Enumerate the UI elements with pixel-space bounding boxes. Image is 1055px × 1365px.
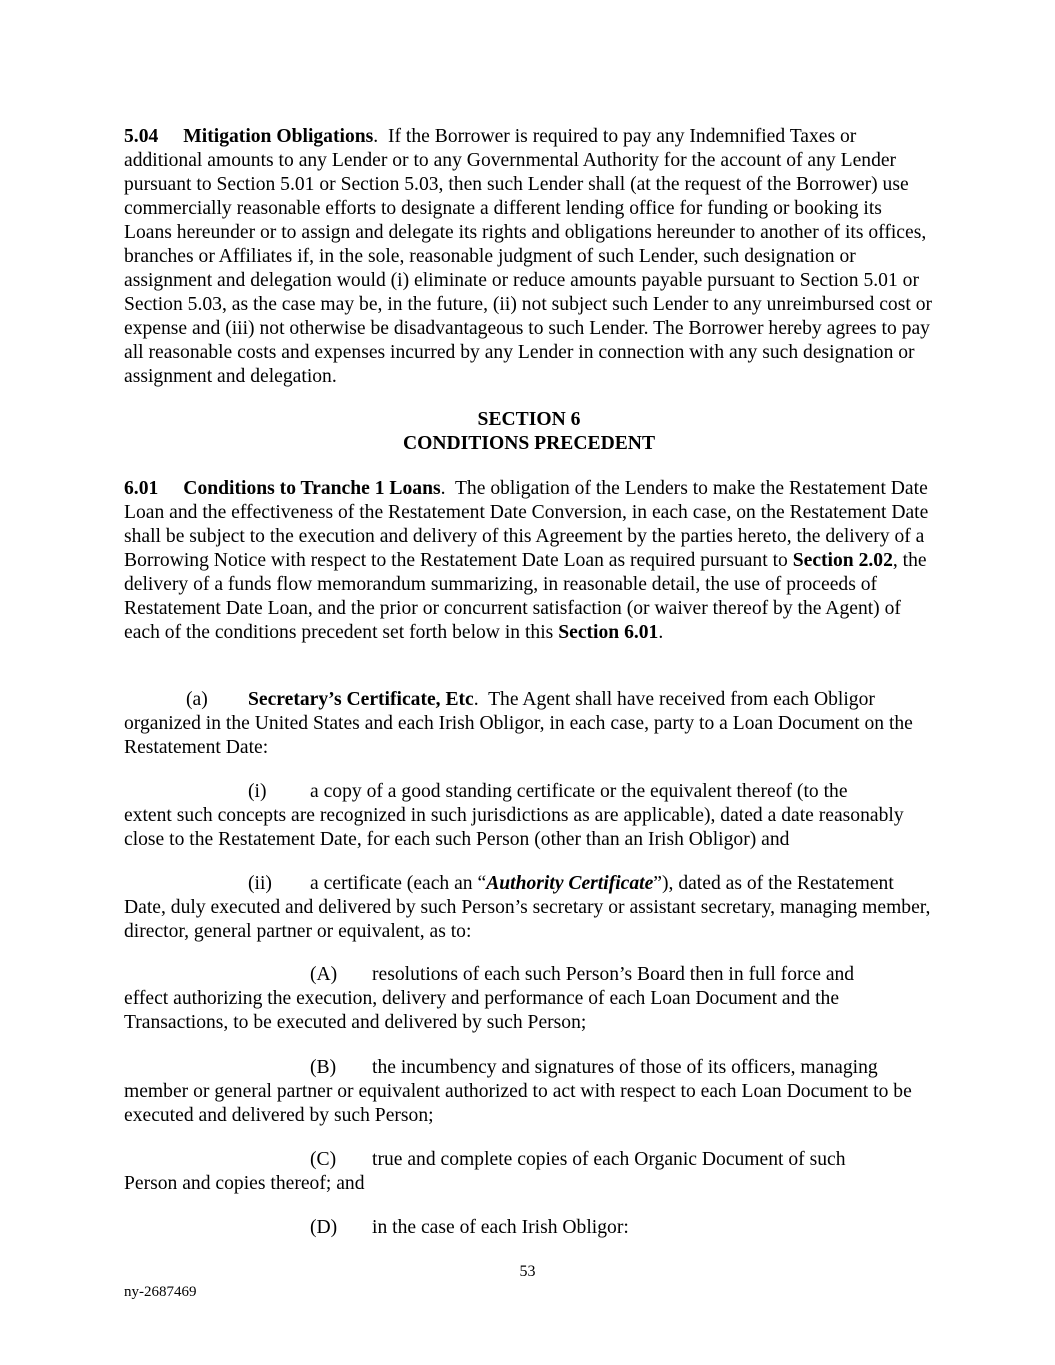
section-6-subtitle: CONDITIONS PRECEDENT	[402, 433, 656, 454]
section-body-cont: , the delivery of a funds flow memorandum summarizing, in reasonable detail, the use of proceeds of Restatement Date Loan, and the prior or concurrent satisfaction (or waiver thereof by the Agent) of each of the conditions precedent set forth below in this	[124, 550, 927, 643]
item-body: The Agent shall have received from each Obligor organized in the United States and each Irish Obligor, in each case, party to a Loan Document on the Restatement Date:	[124, 689, 913, 758]
item-A-paragraph	[124, 963, 934, 1035]
item-first-line: true and complete copies of each Organic Document of such	[372, 1149, 846, 1170]
section-body: If the Borrower is required to pay any Indemnified Taxes or additional amounts to any Lender or to any Governmental Authority for the account of any Lender pursuant to Section 5.01 or Section 5.03, then such Lender shall (at the request of the Borrower) use commercially reasonable efforts to designate a different lending office for funding or booking its Loans hereunder or to assign and delegate its rights and obligations hereunder to another of its offices, branches or Affiliates if, in the sole, reasonable judgment of such Lender, such designation or assignment and delegation would (i) eliminate or reduce amounts payable pursuant to Section 5.01 or Section 5.03, as the case may be, in the future, (ii) not subject such Lender to any unreimbursed cost or expense and (iii) not otherwise be disadvantageous to such Lender. The Borrower hereby agrees to pay all reasonable costs and expenses incurred by any Lender in connection with any such designation or assignment and delegation.	[124, 126, 933, 387]
item-first-line: a copy of a good standing certificate or the equivalent thereof (to the	[310, 781, 848, 802]
item-D-paragraph	[124, 1216, 934, 1240]
item-heading: Secretary’s Certificate, Etc	[248, 689, 474, 710]
section-5-04-paragraph: 5.04 Mitigation Obligations. If the Borrower is required to pay any Indemnified Taxes or additional amounts to any Lender or to any Governmental Authority for the account of any Lender pursuant to Section 5.01 or Section 5.03, then such Lender shall (at the request of the Borrower) use commercially reasonable efforts to designate a different lending office for funding or booking its Loans hereunder or to assign and delegate its rights and obligations hereunder to another of its offices, branches or Affiliates if, in the sole, reasonable judgment of such Lender, such designation or assignment and delegation would (i) eliminate or reduce amounts payable pursuant to Section 5.01 or Section 5.03, as the case may be, in the future, (ii) not subject such Lender to any unreimbursed cost or expense and (iii) not otherwise be disadvantageous to such Lender. The Borrower hereby agrees to pay all reasonable costs and expenses incurred by any Lender in connection with any such designation or assignment and delegation.	[124, 126, 933, 387]
item-text: a certificate (each an “	[310, 873, 487, 894]
item-label: (B)	[310, 1057, 337, 1078]
item-first-line: resolutions of each such Person’s Board then in full force and	[372, 964, 855, 985]
item-body: effect authorizing the execution, delivery and performance of each Loan Document and the Transactions, to be executed and delivered by such Person;	[124, 988, 840, 1033]
item-i-paragraph	[124, 780, 934, 852]
document-id: ny-2687469	[124, 1284, 197, 1300]
section-heading: Conditions to Tranche 1 Loans	[183, 478, 441, 499]
item-body: Date, duly executed and delivered by such Person’s secretary or assistant secretary, managing member, director, general partner or equivalent, as to:	[124, 897, 931, 942]
item-label: (C)	[310, 1149, 337, 1170]
section-body: The obligation of the Lenders to make the Restatement Date Loan and the effectiveness of the Restatement Date Conversion, in each case, on the Restatement Date shall be subject to the execution and delivery of this Agreement by the parties hereto, the delivery of a Borrowing Notice with respect to the Restatement Date Loan as required pursuant to	[124, 478, 929, 571]
item-first-line: in the case of each Irish Obligor:	[372, 1217, 629, 1238]
section-heading: Mitigation Obligations	[183, 126, 374, 147]
item-label: (D)	[310, 1217, 338, 1238]
defined-term: Authority Certificate	[486, 873, 654, 894]
period: .	[658, 622, 664, 643]
item-label: (a)	[186, 689, 208, 710]
item-ii-paragraph	[124, 872, 934, 944]
item-label: (ii)	[248, 873, 272, 894]
item-body: Person and copies thereof; and	[124, 1173, 365, 1194]
section-reference: Section 2.02	[792, 550, 893, 571]
page-number: 53	[519, 1263, 536, 1280]
item-label: (i)	[248, 781, 267, 802]
item-label: (A)	[310, 964, 338, 985]
item-body: extent such concepts are recognized in such jurisdictions as are applicable), dated a date reasonably close to the Restatement Date, for each such Person (other than an Irish Obligor) and	[124, 805, 904, 850]
item-B-paragraph	[124, 1056, 934, 1128]
item-a-paragraph: (a) Secretary’s Certificate, Etc. The Agent shall have received from each Obligor organized in the United States and each Irish Obligor, in each case, party to a Loan Document on the Restatement Date:	[124, 689, 913, 758]
item-first-line: the incumbency and signatures of those of its officers, managing	[372, 1057, 878, 1078]
item-body: member or general partner or equivalent authorized to act with respect to each Loan Document to be executed and delivered by such Person;	[124, 1081, 912, 1126]
item-C-paragraph	[124, 1148, 934, 1196]
section-6-title: SECTION 6	[477, 409, 581, 430]
section-number: 6.01	[124, 478, 159, 499]
section-6-01-paragraph: 6.01 Conditions to Tranche 1 Loans. The obligation of the Lenders to make the Restatement Date Loan and the effectiveness of the Restatement Date Conversion, in each case, on the Restatement Date shall be subject to the execution and delivery of this Agreement by the parties hereto, the delivery of a Borrowing Notice with respect to the Restatement Date Loan as required pursuant to Section 2.02, the delivery of a funds flow memorandum summarizing, in reasonable detail, the use of proceeds of Restatement Date Loan, and the prior or concurrent satisfaction (or waiver thereof by the Agent) of each of the conditions precedent set forth below in this Section 6.01.	[124, 478, 929, 643]
section-reference: Section 6.01	[558, 622, 659, 643]
item-text: ”), dated as of the Restatement	[653, 873, 894, 894]
section-number: 5.04	[124, 126, 159, 147]
